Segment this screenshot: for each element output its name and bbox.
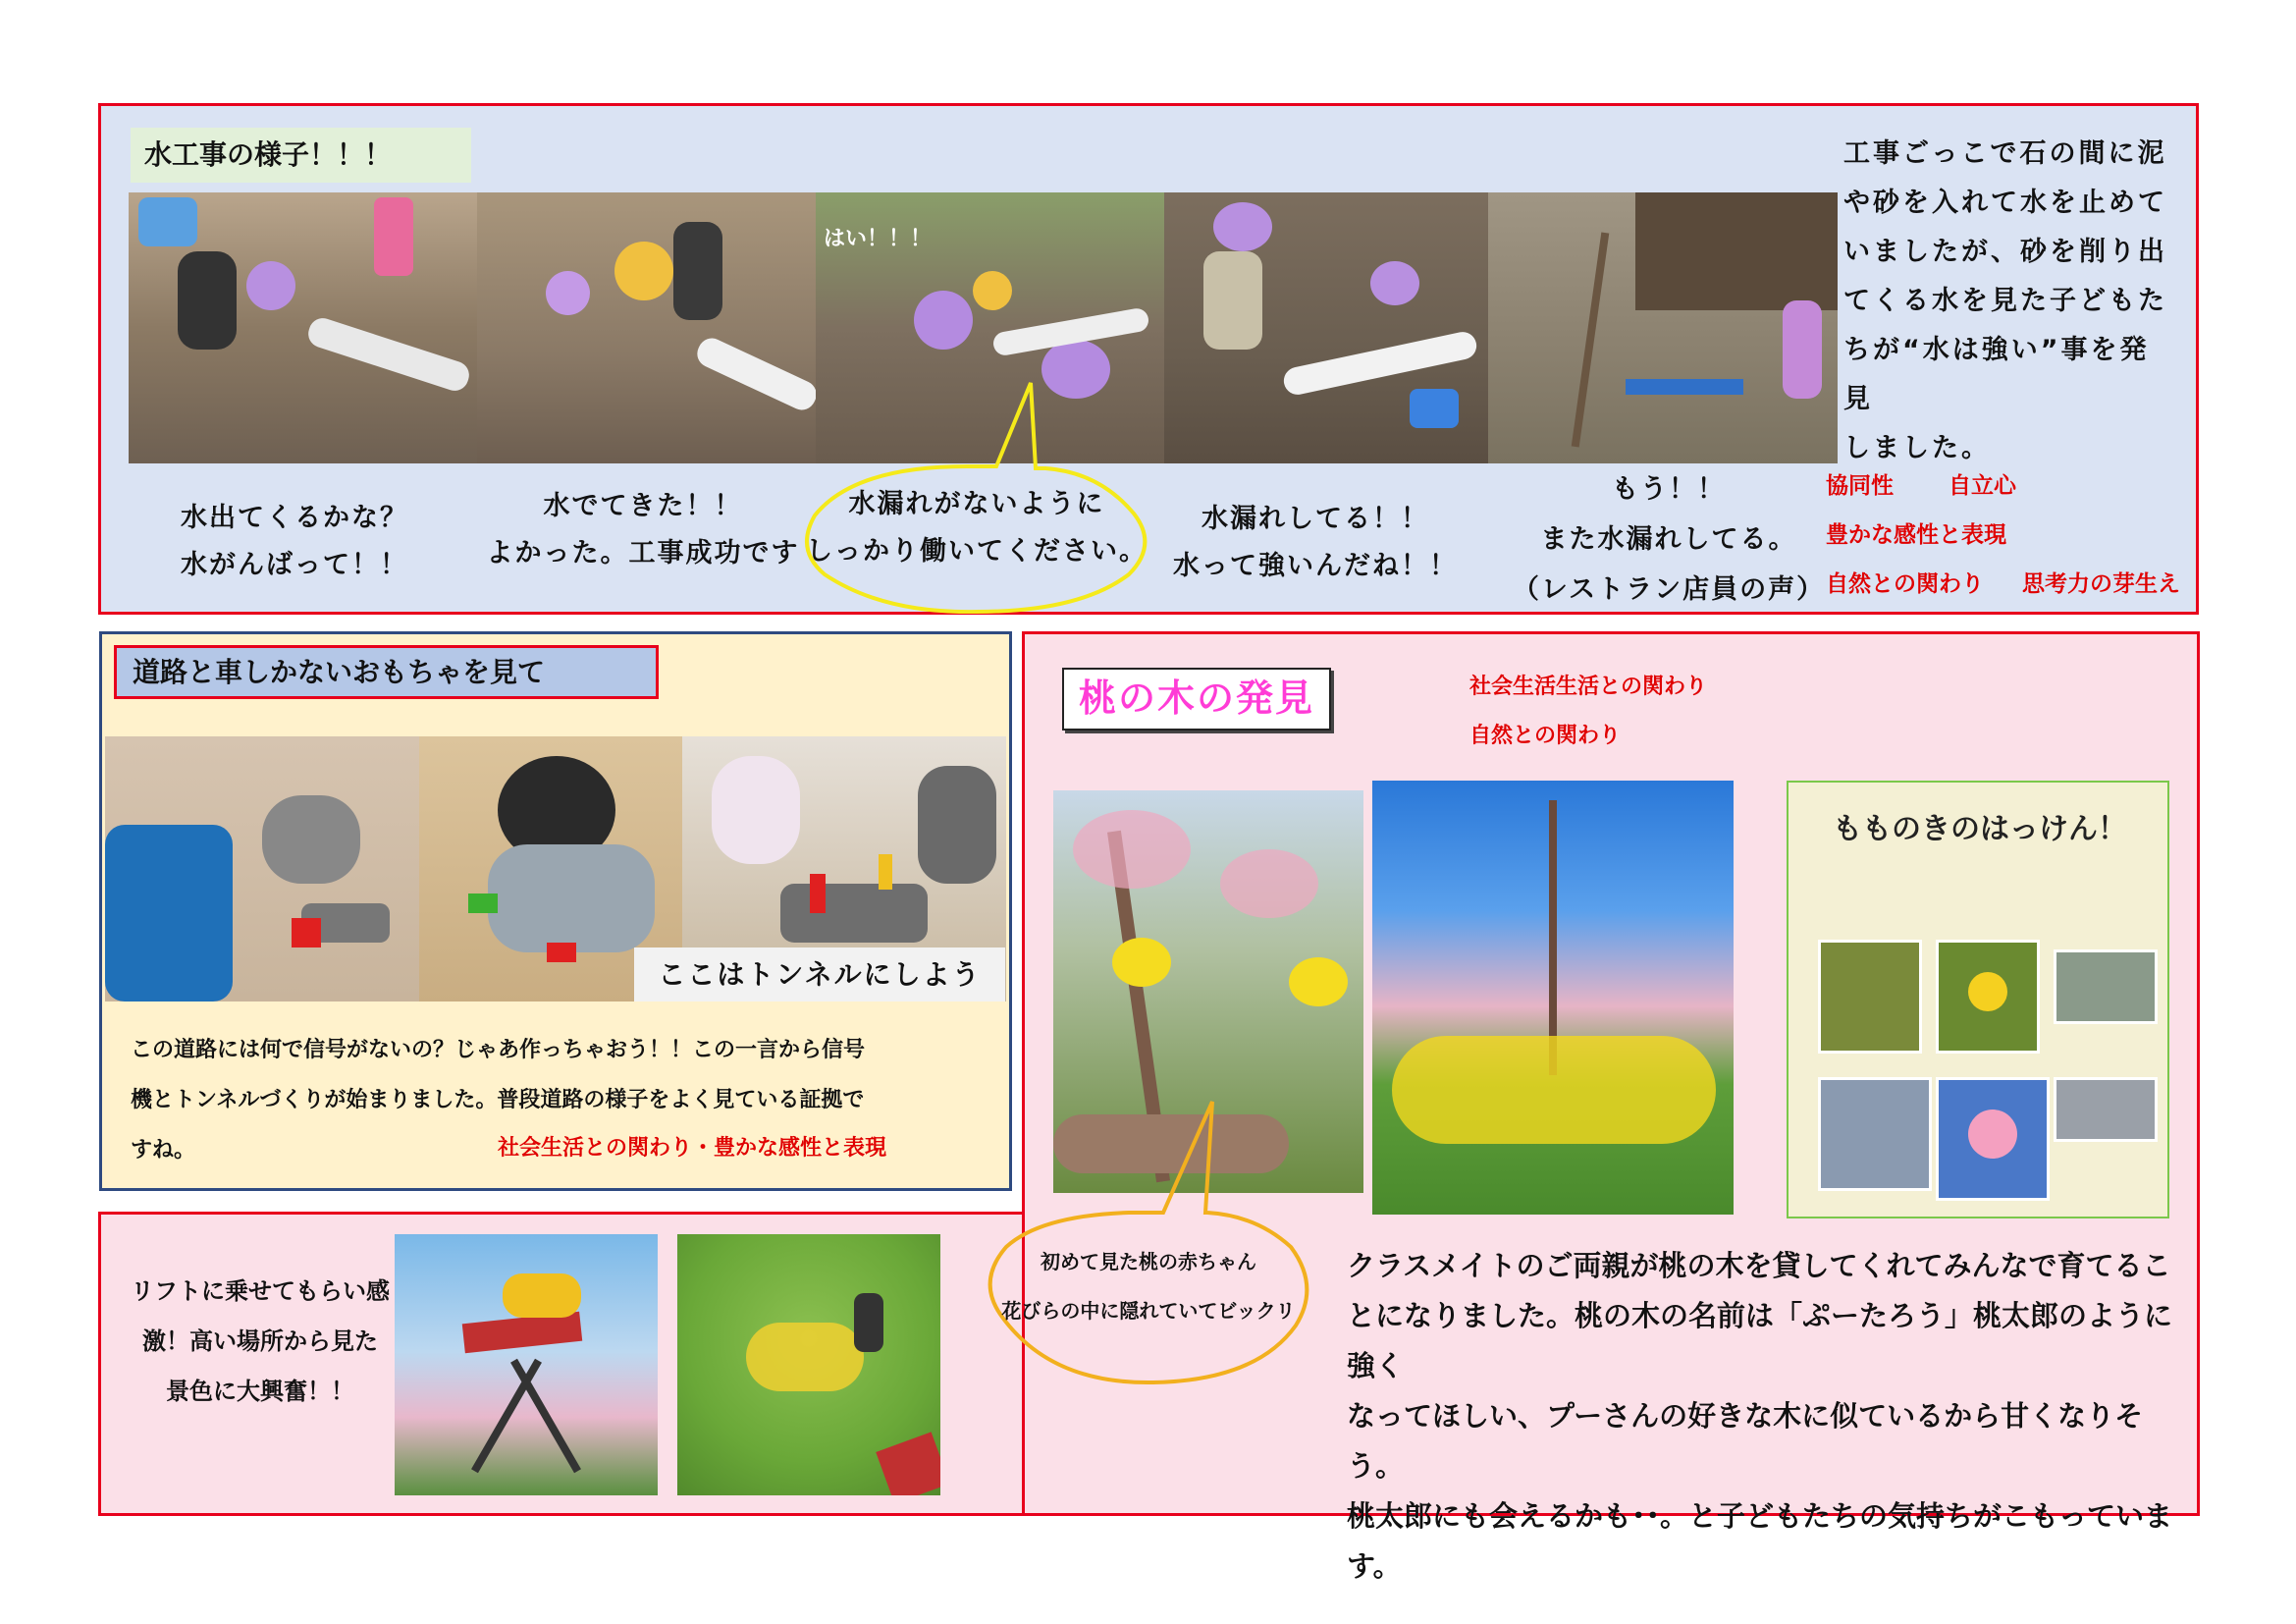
road-text-line-3: すね。 xyxy=(131,1138,196,1163)
water-tag-shikoryoku: 思考力の芽生え xyxy=(2022,571,2180,597)
water-caption-3-line-1: 水漏れがないように xyxy=(848,489,1105,519)
water-photo-1 xyxy=(129,192,477,463)
road-section-title: 道路と車しかないおもちゃを見て xyxy=(114,645,659,699)
road-tag: 社会生活との関わり・豊かな感性と表現 xyxy=(498,1136,887,1161)
road-photo-1 xyxy=(105,736,419,1001)
lift-text-line-3: 景色に大興奮！！ xyxy=(166,1378,354,1405)
water-tag-jiritsushin: 自立心 xyxy=(1949,473,2016,499)
peach-tag-shakai: 社会生活生活との関わり xyxy=(1469,675,1708,699)
peach-title: 桃の木の発見 xyxy=(1062,668,1331,731)
water-tag-kyodosei: 協同性 xyxy=(1826,473,1894,499)
peach-tag-shizen: 自然との関わり xyxy=(1469,724,1622,748)
water-caption-5 xyxy=(1502,464,1836,615)
peach-bubble-line-1: 初めて見た桃の赤ちゃん xyxy=(1041,1250,1256,1273)
water-caption-5-line-2: また水漏れしてる。 xyxy=(1540,524,1797,555)
water-caption-1-line-1: 水出てくるかな？ xyxy=(181,503,408,533)
water-photo-4 xyxy=(1164,192,1488,463)
peach-photo-2 xyxy=(1372,781,1734,1215)
water-caption-1-line-2: 水がんばって！！ xyxy=(181,550,408,580)
lift-text-line-1: リフトに乗せてもらい感 xyxy=(131,1277,390,1305)
lift-photo-2 xyxy=(677,1234,940,1495)
peach-text-line-2: とになりました。桃の木の名前は「ぷーたろう」桃太郎のように強く xyxy=(1347,1299,2173,1382)
water-photo-5 xyxy=(1488,192,1838,463)
peach-bubble-line-2: 花びらの中に隠れていてビックリ xyxy=(1001,1299,1296,1323)
water-caption-5-line-1: もう！！ xyxy=(1612,474,1726,505)
water-section-title: 水工事の様子！！！ xyxy=(131,128,471,183)
peach-bubble-text xyxy=(972,1237,1325,1335)
road-photo-caption: ここはトンネルにしよう xyxy=(634,947,1005,1001)
lift-photo-1 xyxy=(395,1234,658,1495)
water-caption-3-line-2: しっかり働いてください。 xyxy=(806,536,1148,567)
water-caption-5-line-3: （レストラン店員の声） xyxy=(1512,574,1826,605)
water-description-line-6: しました。 xyxy=(1843,433,1991,463)
water-tag-shizen: 自然との関わり xyxy=(1826,571,1984,597)
water-caption-4 xyxy=(1158,496,1472,590)
water-description-line-1: 工事ごっこで石の間に泥 xyxy=(1843,138,2167,169)
peach-poster-title: もものきのはっけん！ xyxy=(1833,812,2127,846)
water-tag-kansei: 豊かな感性と表現 xyxy=(1826,522,2006,548)
water-description-line-2: や砂を入れて水を止めて xyxy=(1843,188,2167,218)
water-caption-2-line-2: よかった。工事成功です xyxy=(486,538,800,568)
water-caption-2 xyxy=(461,483,825,577)
peach-text-line-3: なってほしい、プーさんの好きな木に似ているから甘くなりそう。 xyxy=(1347,1399,2144,1483)
water-description xyxy=(1843,130,2177,473)
hai-label: はい！！！ xyxy=(824,227,933,251)
lift-text-line-2: 激！高い場所から見た xyxy=(142,1327,378,1355)
water-caption-4-line-1: 水漏れしてる！！ xyxy=(1201,504,1429,534)
water-caption-4-line-2: 水って強いんだね！！ xyxy=(1173,551,1458,581)
water-caption-2-line-1: 水でてきた！！ xyxy=(543,491,743,521)
peach-text-line-1: クラスメイトのご両親が桃の木を貸してくれてみんなで育てるこ xyxy=(1347,1249,2171,1282)
peach-text xyxy=(1347,1241,2191,1592)
water-description-line-5: ちが“水は強い”事を発見 xyxy=(1843,335,2150,414)
water-caption-1 xyxy=(147,495,442,589)
peach-text-line-5: す。 xyxy=(1347,1549,1402,1583)
water-description-line-3: いましたが、砂を削り出 xyxy=(1843,237,2167,267)
peach-text-line-4: 桃太郎にも会えるかも･･。と子どもたちの気持ちがこもっていま xyxy=(1347,1499,2173,1533)
road-text-line-2: 機とトンネルづくりが始まりました。普段道路の様子をよく見ている証拠で xyxy=(131,1088,865,1112)
water-caption-3 xyxy=(805,481,1148,575)
lift-text xyxy=(118,1267,402,1417)
peach-poster xyxy=(1787,781,2169,1218)
water-photo-2 xyxy=(477,192,816,463)
water-description-line-4: てくる水を見た子どもた xyxy=(1843,286,2167,316)
road-text-line-1: この道路には何で信号がないの？じゃあ作っちゃおう！！この一言から信号 xyxy=(131,1038,866,1062)
